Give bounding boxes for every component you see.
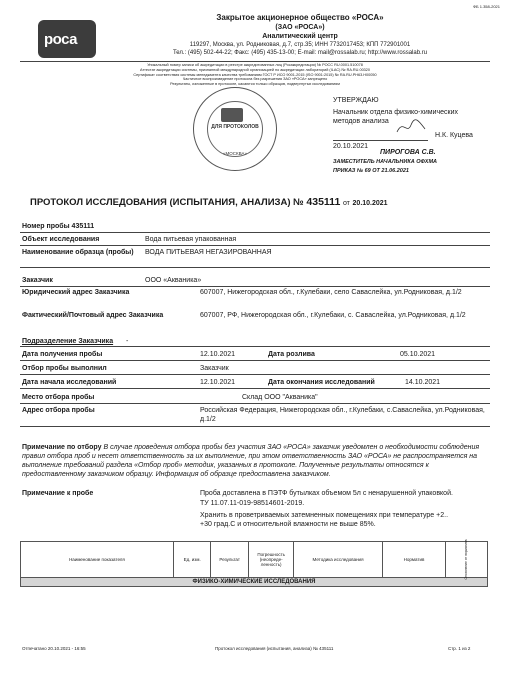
bottled-value: 05.10.2021 — [400, 351, 436, 358]
divider — [20, 286, 490, 287]
table-section-band: ФИЗИКО-ХИМИЧЕСКИЕ ИССЛЕДОВАНИЯ — [21, 578, 488, 587]
division-label: Подразделение Заказчика — [22, 338, 114, 345]
note-sampling-label: Примечание по отбору — [22, 444, 102, 451]
start-value: 12.10.2021 — [200, 379, 236, 386]
header-unit: Ед. изм. — [173, 542, 210, 578]
note-sampling-text: В случае проведения отбора пробы без участия ЗАО «РОСА» заказчик уведомлен о необходимости соблюдения правил отбора проб и несет ответственность за их выполнение, при этом ответственность ЗАО «РОСА» не распространяется на выполнение требований раздела «Отбор проб» методик, указанных в протоколе. Полученные результаты относятся к предоставленному заказчиком образцу. Информация об образце предоставлена заказчиком. — [22, 444, 480, 478]
end-label: Дата окончания исследований — [268, 379, 375, 386]
company-address: 119297, Москва, ул. Родниковая, д.7, стр.35; ИНН 7732017453; КПП 772901001 — [189, 42, 411, 48]
legal-address-value: 607007, Нижегородская обл., г.Кулебаки, село Саваслейка, ул.Родниковая, д.1/2 — [200, 289, 462, 296]
accreditation-line: Аттестат аккредитации системы, признанной международной организацией по аккредитации лабораторий (ILAC) № RA.RU.00320 — [139, 67, 371, 72]
name-label: Наименование образца (пробы) — [22, 249, 134, 256]
division-value: - — [126, 338, 129, 345]
divider — [20, 374, 490, 375]
object-label: Объект исследования — [22, 236, 100, 243]
stamp-center-text: ДЛЯ ПРОТОКОЛОВ — [211, 124, 259, 130]
approval-date: 20.10.2021 — [333, 143, 369, 150]
divider — [20, 426, 490, 427]
protocol-title — [30, 196, 388, 208]
header-deviation-cell — [446, 539, 488, 580]
footer-page: Стр. 1 из 2 — [448, 646, 471, 651]
header-deviation: Отклонение от норматива — [464, 539, 469, 580]
approval-title: УТВЕРЖДАЮ — [333, 97, 379, 104]
note-sample-line-3: Хранить в проветриваемых затемненных помещениях при температуре +2.. — [200, 512, 449, 519]
divider — [20, 232, 490, 233]
table-band-row — [21, 578, 488, 587]
header-result: Результат — [211, 542, 248, 578]
name-value: ВОДА ПИТЬЕВАЯ НЕГАЗИРОВАННАЯ — [145, 249, 272, 256]
company-header — [110, 13, 490, 57]
signature-line — [333, 140, 428, 141]
footer-protocol: Протокол исследования (испытания, анализа) № 435111 — [215, 646, 334, 651]
company-contacts: Тел.: (495) 502-44-22; Факс: (495) 435-13-00; E-mail: mail@rossalab.ru; http://www.rossalab.ru — [172, 50, 428, 56]
object-value: Вода питьевая упакованная — [145, 236, 237, 243]
actual-address-value: 607007, РФ, Нижегородская обл., г.Кулебаки, с. Саваслейка, ул.Родниковая, д.1/2 — [200, 312, 466, 319]
approval-name: Н.К. Куцева — [435, 132, 473, 139]
divider — [20, 245, 490, 246]
accreditation-line: Частичное воспроизведение протокола без разрешения ЗАО «РОСА» запрещено — [182, 77, 328, 82]
place-label: Место отбора пробы — [22, 394, 95, 401]
sample-number: Номер пробы 435111 — [22, 223, 95, 230]
divider — [20, 267, 490, 268]
divider — [20, 388, 490, 389]
divider — [20, 403, 490, 404]
company-name: Закрытое акционерное общество «РОСА» — [216, 13, 384, 22]
note-sample-line-2: ТУ 11.07.11-019-98514601-2019. — [200, 500, 305, 507]
received-label: Дата получения пробы — [22, 351, 103, 358]
divider — [20, 360, 490, 361]
approval-stamp-order: ПРИКАЗ № 69 ОТ 21.06.2021 — [333, 168, 409, 174]
round-stamp — [193, 87, 277, 171]
stamp-logo — [221, 108, 243, 122]
header-indicator: Наименование показателя — [21, 542, 174, 578]
note-sample-label: Примечание к пробе — [22, 490, 94, 497]
table-header-row — [21, 542, 488, 578]
customer-value: ООО «Акваника» — [145, 277, 202, 284]
title-date-prefix: от — [342, 200, 350, 207]
title-prefix: ПРОТОКОЛ ИССЛЕДОВАНИЯ (ИСПЫТАНИЯ, АНАЛИЗА) № — [30, 197, 304, 208]
approval-stamp-name: ПИРОГОВА С.В. — [380, 149, 436, 156]
accreditation-line: Уникальный номер записи об аккредитации в реестре аккредитованных лиц (Росаккредитация) № РОСС RU.0001.510078 — [147, 63, 363, 67]
header-divider — [20, 61, 490, 62]
form-code: ФБ 1.358-2021 — [472, 4, 500, 9]
approval-stamp-position: ЗАМЕСТИТЕЛЬ НАЧАЛЬНИКА ОФХМА — [333, 159, 438, 165]
approval-position-1: Начальник отдела физико-химических — [333, 109, 459, 116]
sampler-value: Заказчик — [200, 365, 229, 372]
note-sampling — [22, 443, 487, 479]
divider — [20, 346, 490, 347]
approval-position-2: методов анализа — [333, 118, 389, 125]
received-value: 12.10.2021 — [200, 351, 236, 358]
sampler-label: Отбор пробы выполнил — [22, 365, 107, 372]
sampling-address-value: Российская Федерация, Нижегородская обл., г.Кулебаки, с.Саваслейка, ул.Родниковая, д.1/2 — [200, 407, 485, 423]
note-sample-line-4: +30 град.С и относительной влажности не выше 85%. — [200, 521, 376, 528]
header-norm: Норматив — [382, 542, 446, 578]
logo-text: роса — [44, 31, 77, 48]
company-short: (ЗАО «РОСА») — [275, 24, 325, 31]
center-name: Аналитический центр — [262, 33, 338, 40]
header-uncertainty: Погрешность (неопреде-ленность) — [248, 542, 294, 578]
sampling-address-label: Адрес отбора пробы — [22, 407, 95, 414]
footer-printed: Отпечатано 20.10.2021 - 16:55 — [22, 646, 86, 651]
legal-address-label: Юридический адрес Заказчика — [22, 289, 130, 296]
end-value: 14.10.2021 — [405, 379, 441, 386]
customer-label: Заказчик — [22, 277, 53, 284]
results-table — [20, 541, 488, 587]
header-method: Методика исследования — [294, 542, 382, 578]
accreditation-block — [30, 63, 480, 87]
title-date: 20.10.2021 — [352, 200, 388, 207]
stamp-bottom-text: «МОСКВА» — [223, 151, 247, 156]
accreditation-line: Результаты, изложенные в протоколе, касаются только образцов, подвергнутых исследованиям — [170, 82, 340, 87]
place-value: Склад ООО "Акваника" — [242, 394, 318, 401]
approval-signature — [395, 117, 427, 137]
note-sample-line-1: Проба доставлена в ПЭТФ бутылках объемом 5л с ненарушенной упаковкой. — [200, 490, 453, 497]
start-label: Дата начала исследований — [22, 379, 117, 386]
rosa-logo — [38, 20, 96, 58]
bottled-label: Дата розлива — [268, 351, 315, 358]
accreditation-line: Сертификат соответствия системы менеджмента качества требованиям ГОСТ Р ИСО 9001-2015 (ISO 9001:2015) № RA.RU.PH63.H00050 — [133, 72, 377, 77]
title-number: 435111 — [306, 196, 341, 208]
actual-address-label: Фактический/Почтовый адрес Заказчика — [22, 312, 164, 319]
